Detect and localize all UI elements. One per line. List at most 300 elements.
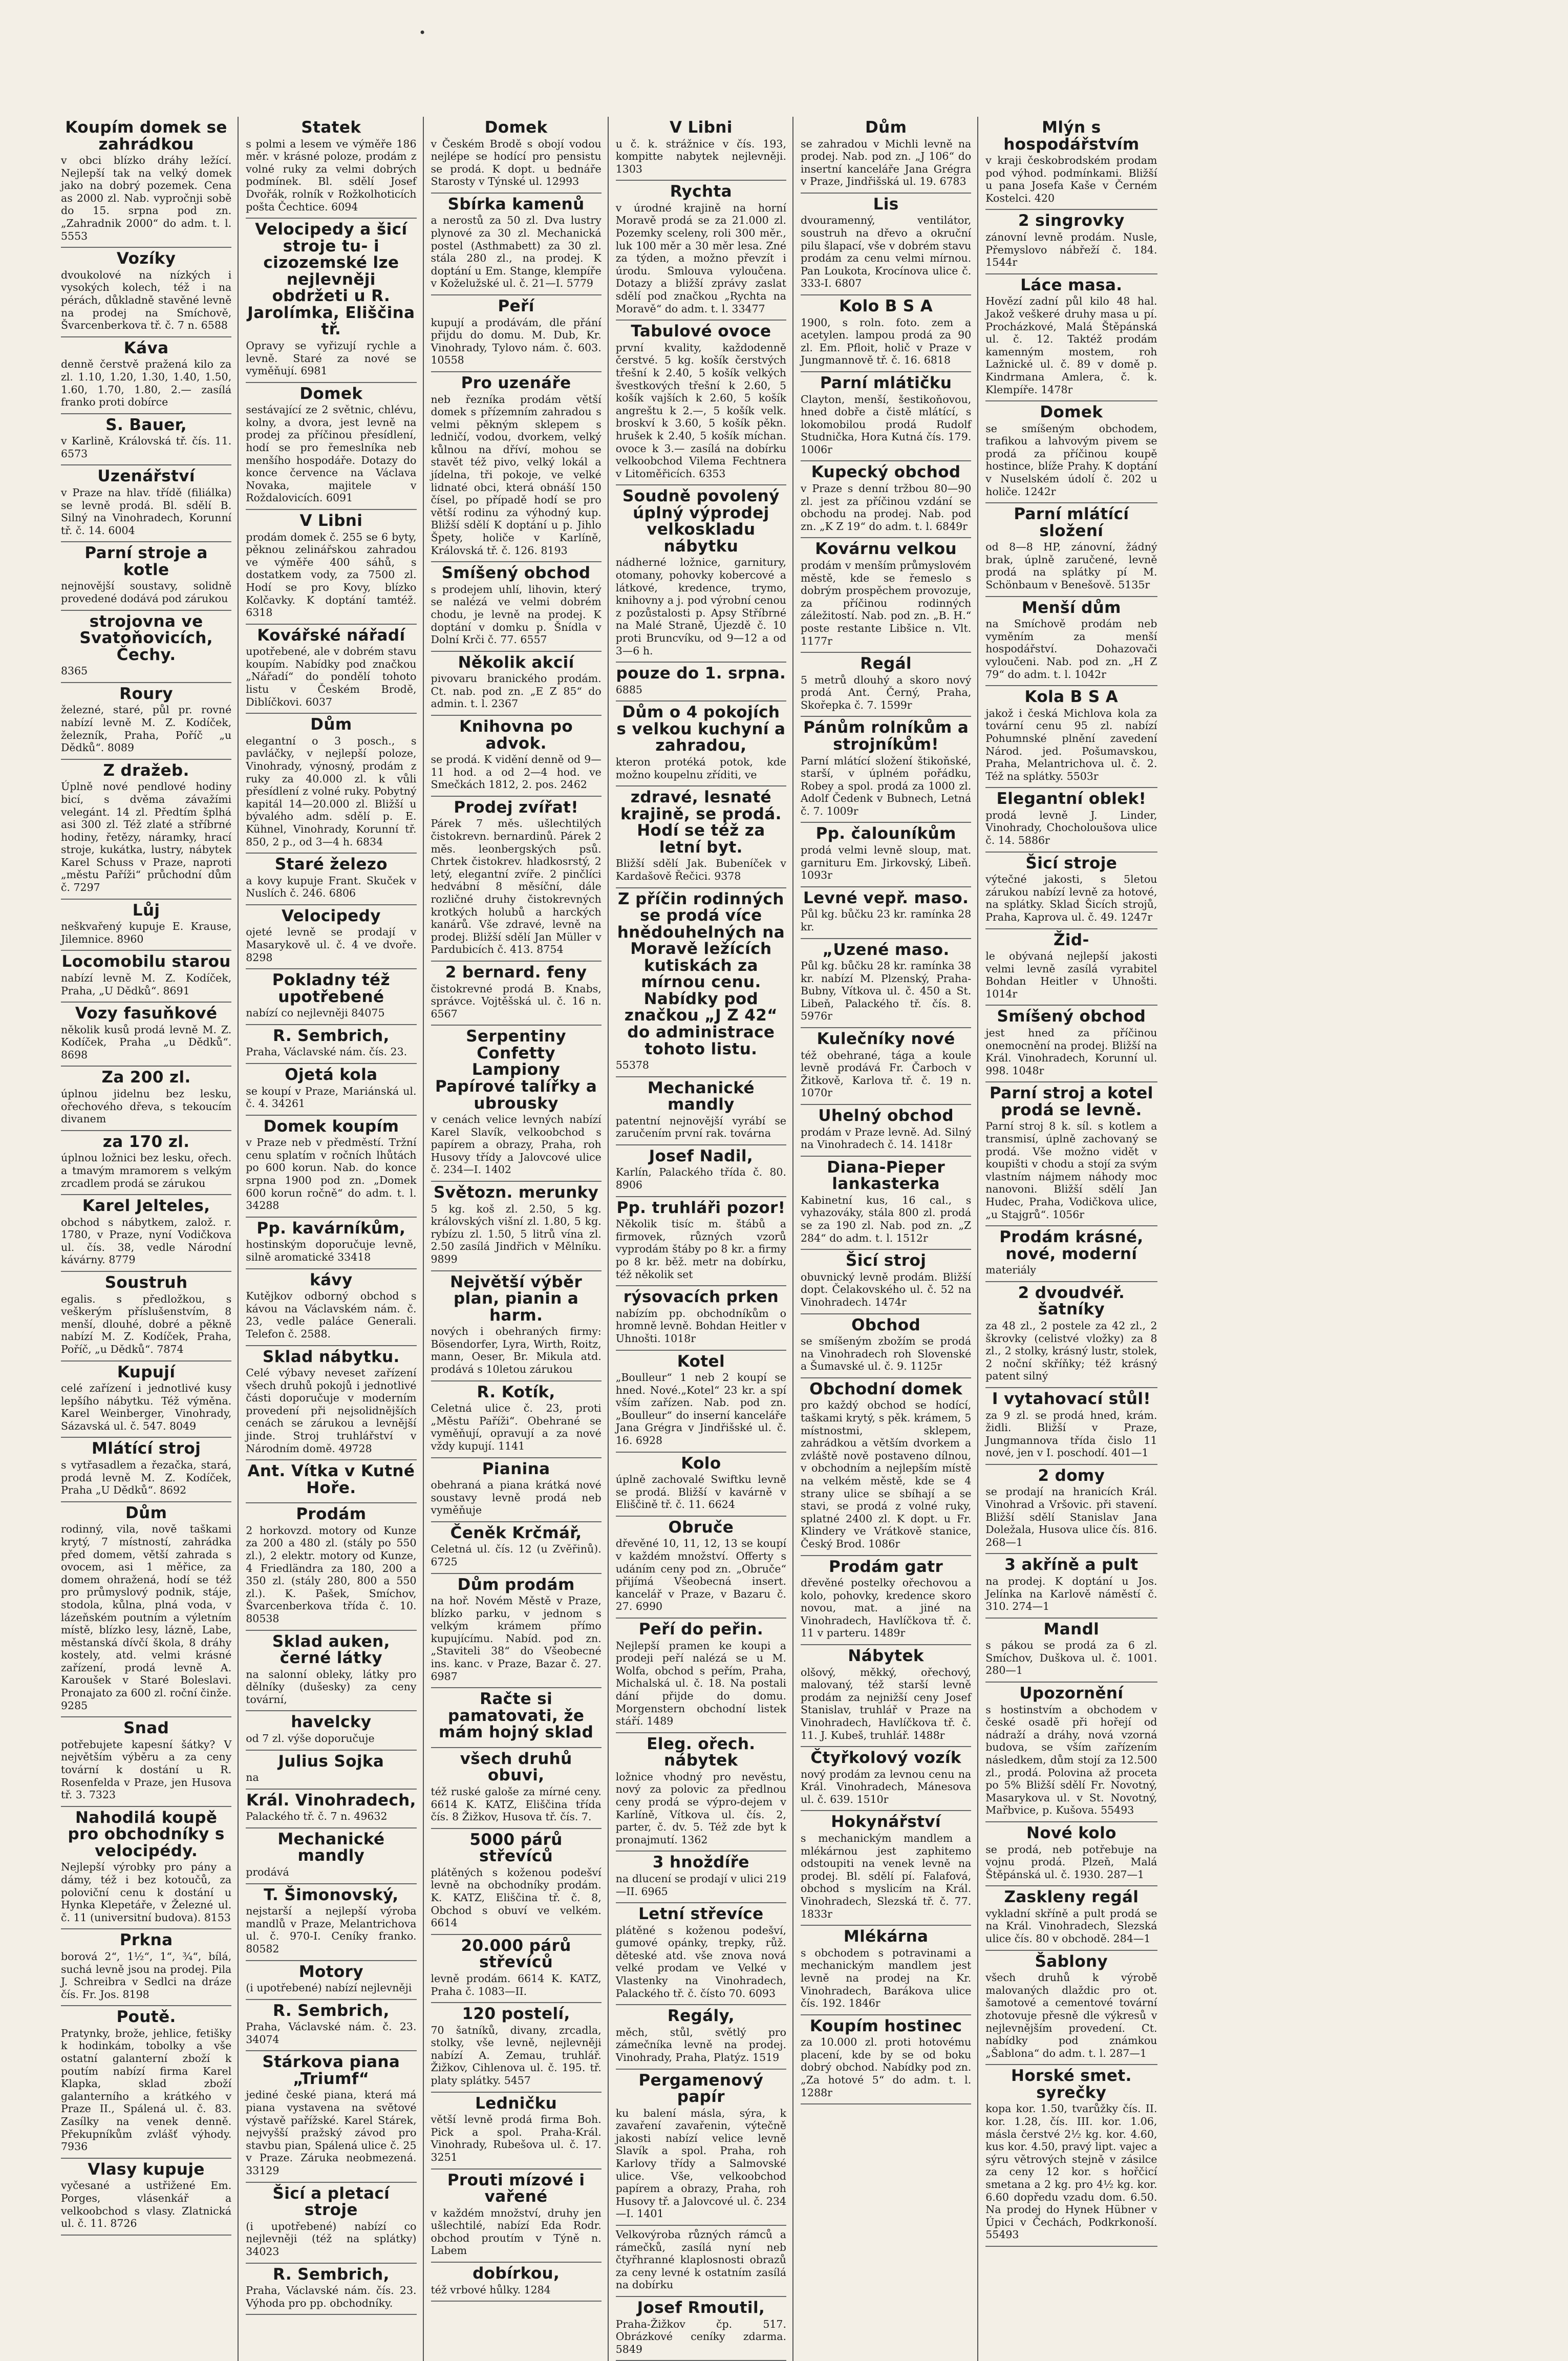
ad-heading: Prouti mízové i vařené <box>447 2171 585 2206</box>
ad-text: Nejlepší výrobky pro pány a dámy, též i bez kotoučů, za poloviční cenu k dostání u Hynka Klepetáře, v Železné ul. č. 11 (universitní budova). 8153 <box>61 1861 232 1924</box>
ad-text: 55378 <box>615 1059 649 1072</box>
ad-heading: Karel Jelteles, <box>82 1197 210 1216</box>
ad-text: obehraná a piana krátká nové soustavy levně prodá neb vyměňuje <box>431 1479 602 1517</box>
ad-heading: Vozy fasuňkové <box>75 1004 218 1023</box>
ad-text: na Smíchově prodám neb vyměním za menší hospodářství. Dohazovači vyloučeni. Nab. pod zn. „H Z 79“ do adm. t. l. 1042r <box>985 618 1157 680</box>
ad-text: Celé výbavy neveset zařízení všech druhů pokojů i jednotlivé části doporučuje v moderním provedení při nejsolidnějších cenách se zárukou a levnější jinde. Stroj truhlářství v Národním domě. 49728 <box>246 1367 417 1455</box>
classified-ad <box>61 900 231 951</box>
classified-ad <box>616 1733 786 1852</box>
ad-text: u č. k. strážnice v čís. 193, kompitte nabytek nejlevněji. 1303 <box>615 137 786 175</box>
ad-text: „Boulleur“ 1 neb 2 koupí se hned. Nové.„Kotel“ 23 kr. a spí vším zařízen. Nab. pod zn. „Boulleur“ do inserní kanceláře Jana Grégra v Jindřišské ul. č. 16. 6928 <box>615 1371 786 1447</box>
classified-ad <box>985 503 1157 597</box>
classified-ad <box>801 1811 971 1926</box>
ad-heading: Regál <box>860 654 912 673</box>
ad-text: le obývaná nejlepší jakosti velmi levně zasílá vyrabitel Bohdan Heitler v Uhnošti. 1014r <box>985 950 1157 1000</box>
classified-ad <box>246 2183 416 2264</box>
ad-heading: Lis <box>873 195 899 214</box>
ad-text: jest hned za příčinou onemocnění na prodej. Bližší na Král. Vinohradech, Korunní ul. 998. 1048r <box>985 1027 1157 1077</box>
classified-ad <box>616 1619 786 1733</box>
ad-text: v úrodné krajině na horní Moravě prodá se za 21.000 zl. Pozemky sceleny, roli 300 měr., luk 100 měr a 30 měr lesa. Zné za týden, a možno převzít i úrodu. Smlouva vyloučena. Dotazy a bližší zprávy zaslat sdělí pod značkou „Rychta na Moravě“ do adm. t. l. 33477 <box>615 201 786 315</box>
ad-text: s prodejem uhlí, lihovin, který se nalézá ve velmi dobrém chodu, je levně na prodej. K doptání v domku p. Šnídla v Dolní Krči č. 77. 6557 <box>431 583 602 646</box>
ad-text: Několik tisíc m. štábů a firmovek, různých vzorů vyprodám štáby po 8 kr. a firmy po 8 kr. běž. metr na dobírku, též několik set <box>615 1218 786 1281</box>
ad-heading: Hokynářství <box>831 1813 941 1832</box>
classified-ad <box>985 1554 1157 1618</box>
ad-text: na <box>246 1771 259 1784</box>
ad-heading: Julius Sojka <box>278 1752 384 1771</box>
ad-heading: Nové kolo <box>1026 1823 1116 1842</box>
ad-heading: 5000 párů střevíců <box>469 1830 563 1866</box>
ad-heading: Josef Nadil, <box>649 1146 754 1165</box>
ad-heading: Locomobilu starou <box>61 952 231 971</box>
ad-heading: strojovna ve Svatoňovicích, Čechy. <box>79 612 213 664</box>
ad-heading: Dům <box>310 715 352 734</box>
classified-ad <box>246 383 416 510</box>
classified-ad <box>431 1182 602 1271</box>
classified-ad <box>246 1064 416 1116</box>
classified-ad <box>801 823 971 887</box>
ad-heading: Prodám <box>296 1505 367 1524</box>
ad-heading: Pp. kavárníkům, <box>256 1219 406 1238</box>
ad-heading: Mechanické mandly <box>647 1078 755 1114</box>
ad-heading: Král. Vinohradech, <box>246 1791 416 1810</box>
classified-ad <box>431 1381 602 1458</box>
ad-text: elegantní o 3 posch., s pavláčky, v nejlepší poloze, Vinohrady, výnosný, prodám z ruky za 40.000 zl. k vůli přesídlení z volné ruky. Pobytný kapitál 14—20.000 zl. Bližší u bývalého adm. sdělí p. E. Kühnel, Vinohrady, Korunní tř. 850, 2 p., od 3—4 h. 6834 <box>246 734 417 848</box>
ad-heading: 3 akříně a pult <box>1004 1556 1139 1575</box>
ad-text: nabízí co nejlevněji 84075 <box>246 1007 385 1019</box>
ad-text: v Praze s denní tržbou 80—90 zl. jest za příčinou vzdání se obchodu na prodej. Nab. pod zn. „K Z 19“ do adm. t. l. 6849r <box>801 482 972 533</box>
ad-text: úplnou ložnici bez lesku, ořech. a tmavým mramorem s velkým zrcadlem prodá se zárukou <box>61 1152 232 1189</box>
ad-text: Parní stroj 8 k. síl. s kotlem a transmisí, úplně zachovaný se prodá. Vše možno vidět v koupišti v chodu a stojí za svým vlastním nájmem náhody moc nanovoni. Bližší sdělí Jan Hudec, Praha, Vodičkova ulice, „u Stajgrů“. 1056r <box>985 1120 1157 1221</box>
ad-heading: Uhelný obchod <box>818 1106 954 1125</box>
classified-ad <box>431 716 602 797</box>
ad-text: 8365 <box>61 665 88 677</box>
ad-text: se smíšeným zbožím se prodá na Vinohradech roh Slovenské a Šumavské ul. č. 9. 1125r <box>801 1335 972 1373</box>
classified-ad <box>431 1574 602 1689</box>
ad-heading: Kola B S A <box>1024 688 1119 707</box>
ad-heading: R. Sembrich, <box>272 1026 390 1045</box>
ad-text: jakož i česká Michlova kola za tovární cenu 95 zl. nabízí Pohumnské plnění zavedení Národ. jed. Pošumavskou, Praha, Melantrichova ul. č. 2. Též na splátky. 5503r <box>985 707 1157 782</box>
classified-ad <box>801 117 971 194</box>
ad-heading: Sbírka kamenů <box>447 195 585 214</box>
classified-ad <box>246 2000 416 2052</box>
ad-heading: Stárkova piana „Triumf“ <box>262 2053 400 2088</box>
ad-heading: Sklad auken, černé látky <box>272 1632 390 1668</box>
ad-text: se prodá. K vidění denně od 9—11 hod. a od 2—4 hod. ve Smečkách 1812, 2. pos. 2462 <box>431 753 602 791</box>
ad-text: Celetná ulice č. 23, proti „Městu Paříži“. Obehrané se vyměňují, opravují a za nové vždy kupují. 1141 <box>431 1402 602 1452</box>
ad-heading: Snad <box>123 1719 169 1738</box>
classified-ad <box>616 701 786 786</box>
ad-heading: Parní mlátící složení <box>1014 505 1129 540</box>
ad-heading: Prodej zvířat! <box>454 798 578 817</box>
ad-heading: Pp. truhláři pozor! <box>616 1198 786 1217</box>
classified-ad <box>246 1751 416 1790</box>
classified-ad <box>985 1683 1157 1822</box>
classified-ad <box>431 562 602 652</box>
classified-ad <box>801 1105 971 1157</box>
ad-text: Úplně nové pendlové hodiny bicí, s dvěma závažími velegánt. 14 zl. Předtím šplhá asi 300 zl. Též zlaté a stříbrné hodiny, řetězy, náramky, hrací stroje, kukátka, lustry, nábytek Karel Schuss v Praze, naproti „městu Paříži“ průchodní dům č. 7297 <box>61 780 232 894</box>
classified-ad <box>985 1465 1157 1555</box>
ad-heading: Prodám gatr <box>829 1557 943 1576</box>
ad-text: Karlín, Palackého třída č. 80. 8906 <box>615 1166 786 1192</box>
ad-heading: Kovárnu velkou <box>815 540 957 559</box>
classified-ad <box>801 295 971 372</box>
classified-ad <box>246 2051 416 2182</box>
ad-text: zánovní levně prodám. Nusle, Přemyslovo nábřeží č. 184. 1544r <box>985 231 1157 269</box>
classified-ad <box>61 951 231 1003</box>
classified-ad <box>61 1362 231 1438</box>
classified-columns <box>59 117 1533 2355</box>
classified-ad <box>985 2065 1157 2247</box>
ad-text: dřevěné 10, 11, 12, 13 se koupí v každém množství. Offerty s udáním ceny pod zn. „Obruče“ přijímá Všeobecná insert. kancelář v Praze, v Bazaru č. 27. 6990 <box>615 1537 786 1613</box>
classified-ad <box>246 1116 416 1218</box>
ad-text: ojeté levně se prodají v Masarykově ul. č. 4 ve dvoře. 8298 <box>246 926 417 964</box>
classified-ad <box>61 465 231 542</box>
ad-heading: za 170 zl. <box>102 1132 190 1151</box>
ad-text: v Praze neb v předměstí. Tržní cenu splatím v ročních lhůtách po 600 korun. Nab. do konce srpna 1900 pod zn. „Domek 600 korun ročně“ do adm. t. l. 34288 <box>246 1136 417 1212</box>
ad-text: Nejlepší pramen ke koupi a prodeji peří nalézá se u M. Wolfa, obchod s peřím, Praha, Michalská ul. č. 18. Na postali dání přijde do domu. Morgenstern obchodní listek stáří. 1489 <box>615 1639 786 1728</box>
ad-heading: Smíšený obchod <box>997 1007 1146 1026</box>
classified-ad <box>616 1517 786 1619</box>
ad-text: v obci blízko dráhy ležící. Nejlepší tak na velký domek jako na dobrý pozemek. Cena as 2000 zl. Nab. vypročnji sobě do 15. srpna pod zn. „Zahradnik 2000“ do adm. t. l. 5553 <box>61 154 232 242</box>
ad-text: na hoř. Novém Městě v Praze, blízko parku, v jednom s velkým krámem přímo kupujícímu. Nabíd. pod zn. „Staviteli 38“ do Všeobecné ins. kanc. v Praze, Bazar č. 27. 6987 <box>431 1594 602 1683</box>
classified-ad <box>246 1631 416 1712</box>
ad-heading: Koupím hostinec <box>809 2016 962 2035</box>
classified-ad <box>61 1717 231 1807</box>
classified-ad <box>985 1619 1157 1683</box>
ad-text: se smíšeným obchodem, trafikou a lahvovým pivem se prodá za příčinou koupě hostince, blíže Prahy. K doptání v Nuselském údolí č. 202 u holiče. 1242r <box>985 422 1157 498</box>
classified-ad <box>246 714 416 854</box>
ad-heading: Kupují <box>117 1363 176 1381</box>
ad-heading: Obchod <box>851 1315 921 1334</box>
ad-heading: zdravé, lesnaté krajině, se prodá. Hodí se též za letní byt. <box>620 788 782 857</box>
ad-heading: Ledničku <box>475 2094 557 2113</box>
classified-ad <box>61 1502 231 1717</box>
classified-ad <box>246 1828 416 1884</box>
ad-heading: Pergamenový papír <box>638 2071 764 2107</box>
ad-heading: Domek <box>484 118 548 137</box>
ad-text: Celetná ul. čís. 12 (u Zvěřinů). 6725 <box>431 1543 602 1568</box>
ad-text: pro každý obchod se hodící, taškami krytý, s pěk. krámem, 5 místnostmi, sklepem, zahrádkou a větším dvorkem a zvláště nově postaveno dílnou, v obchodním a nejlepším místě na velkém městě, kde se 4 strany ulice se sbíhají a se stavi, se prodá z volné ruky, splatné 2400 zl. K dopt. u Fr. Klindery ve Vrátkově stanice, Český Brod. 1086r <box>801 1399 972 1550</box>
classified-ad <box>616 663 786 701</box>
ad-heading: havelcky <box>291 1713 372 1732</box>
ad-heading: kávy <box>310 1270 353 1289</box>
ad-heading: Káva <box>123 338 169 357</box>
ad-text: potřebujete kapesní šátky? V největším výběru a za ceny tovární k dostání u R. Rosenfelda v Praze, jen Husova tř. 3. 7323 <box>61 1738 232 1801</box>
ad-text: ku balení másla, sýra, k zavaření zavařenin, výtečně jakosti nabízí velice levně Slavík a spol. Praha, roh Karlovy třídy a Salmovské ulice. Vše, velkoobchod papírem a obrazy, Praha, roh Husovy tř. a Jalovcové ul. č. 234—I. 1401 <box>615 2107 786 2220</box>
classified-ad <box>985 401 1157 503</box>
classified-ad <box>61 1807 231 1930</box>
classified-ad <box>431 962 602 1026</box>
classified-ad <box>985 1886 1157 1950</box>
ad-text: 5 kg. koš zl. 2.50, 5 kg. královských višní zl. 1.80, 5 kg. rybízu zl. 1.50, 5 litrů vína zl. 2.50 zasílá Jindřich v Mělníku. 9899 <box>431 1202 602 1265</box>
classified-ad <box>985 210 1157 274</box>
ad-heading: Ojetá kola <box>285 1066 378 1084</box>
ad-heading: Regály, <box>667 2007 735 2026</box>
ad-heading: Diana-Pieper lankasterka <box>827 1158 946 1194</box>
ad-heading: dobírkou, <box>472 2264 560 2283</box>
ad-heading: Dům o 4 pokojích s velkou kuchyní a zahradou, <box>616 703 786 755</box>
classified-ad <box>246 2264 416 2315</box>
ad-heading: Lůj <box>132 901 160 920</box>
ad-text: Půl kg. bůčku 23 kr. ramínka 28 kr. <box>801 908 972 933</box>
classified-ad <box>431 295 602 372</box>
classified-ad <box>801 939 971 1029</box>
ad-heading: Elegantní oblek! <box>996 790 1147 809</box>
ad-heading: Levné vepř. maso. <box>803 888 969 907</box>
ad-text: vyčesané a ustřižené Em. Porges, vlásenkář a velkoobchod s vlasy. Zlatnická ul. č. 11. 8726 <box>61 2179 232 2230</box>
classified-ad <box>61 1067 231 1131</box>
ad-text: první kvality, každodenně čerstvé. 5 kg. košík čerstvých třešní k 2.40, 5 košík velkých švestkových třešní k 2.60, 5 košík vajších k 2.60, 5 košík angreštu k 2.—, 5 košík velk. broskví k 3.60, 5 košík pěkn. hrušek k 2.40, 5 košík míchan. ovoce k 3.— zasílá na dobírku velkoobchod Vilema Fechtnera v Litoměřicích. 6353 <box>615 341 786 480</box>
classified-column <box>799 117 978 2361</box>
classified-column <box>429 117 609 2361</box>
ad-heading: T. Šimonovský, <box>264 1885 399 1904</box>
classified-ad <box>985 1822 1157 1886</box>
classified-ad <box>985 597 1157 687</box>
ad-heading: R. Sembrich, <box>272 2001 390 2020</box>
ad-heading: 20.000 párů střevíců <box>461 1936 571 1972</box>
ad-heading: V Libni <box>299 512 363 530</box>
ad-heading: Kolo <box>681 1454 721 1473</box>
ad-heading: Vlasy kupuje <box>88 2160 205 2179</box>
classified-ad <box>61 760 231 900</box>
classified-ad <box>246 1025 416 1064</box>
ad-text: rodinný, vila, nově taškami krytý, 7 místností, zahrádka před domem, větší zahrada s ovocem, asi 1 měřice, za domem ohražená, hodí se též pro průmyslový podnik, stáje, stodola, kůlna, plná voda, v lázeňském poutním a výletním místě, blízko lesy, lázně, Labe, městanská dívčí škola, 8 dráhy kostely, atd. velmi krásné zařízení, prodá levně A. Karoušek v Staré Boleslavi. Pronajato za 600 zl. roční činže. 9285 <box>61 1523 232 1712</box>
ad-text: všech druhů k výrobě malovaných dlaždic pro ot. šamotové a cementové tovární zhotovuje přesně dle výkresů v nejlevnějším provedení. Ct. nabídky pod známkou „Šablona“ do adm. t. l. 287—1 <box>985 1971 1157 2059</box>
classified-ad <box>61 248 231 337</box>
ad-text: nejnovější soustavy, solidně provedené dodává pod zárukou <box>61 580 232 605</box>
ad-text: 70 šatníků, divany, zrcadla, stolky, vše levně, nejlevněji nabízí A. Zemau, truhlář. Žižkov, Cihlenova ul. č. 195. tř. platy splátky. 5457 <box>431 2024 602 2087</box>
ad-heading: Pianina <box>482 1459 550 1478</box>
ad-heading: Vozíky <box>116 249 176 268</box>
ad-text: obuvnický levně prodám. Bližší dopt. Čelakovského ul. č. 52 na Vinohradech. 1474r <box>801 1270 972 1308</box>
page-mark: • <box>419 26 426 40</box>
classified-ad <box>616 2005 786 2069</box>
ad-text: za 48 zl., 2 postele za 42 zl., 2 škrovky (celistvé vložky) za 8 zl., 2 stolky, krásný lustr, stolek, 2 noční skříňky; též krásný patent silný <box>985 1320 1157 1382</box>
classified-ad <box>61 1131 231 1195</box>
ad-text: od 8—8 HP, zánovní, žádný brak, úplně zaručené, levně prodá na splátky pí M. Schönbaum v Benešově. 5135r <box>985 541 1157 591</box>
ad-text: na prodej. K doptání u Jos. Jelínka na Karlově náměstí č. 310. 274—1 <box>985 1575 1157 1613</box>
classified-ad <box>801 194 971 295</box>
classified-ad <box>985 788 1157 852</box>
classified-ad <box>985 117 1157 210</box>
ad-text: s obchodem s potravinami a mechanickým mandlem jest levně na prodej na Kr. Vinohradech, Barákova ulice čís. 192. 1846r <box>801 1946 972 2010</box>
ad-text: Párek 7 měs. ušlechtilých čistokrevn. bernardinů. Párek 2 měs. leonbergských psů. Chrtek čistokrev. hladkosrstý, 2 letý, elegantní zvíře. 2 pinčlíci hedvábní 8 měsíční, dále rozličné druhy čistokrevných krotkých holubů a harckých kanárů. Vše zdravé, levně na prodej. Bližší sdělí Jan Müller v Pardubicích č. 413. 8754 <box>431 817 602 956</box>
ad-heading: Kotel <box>677 1352 725 1371</box>
ad-heading: Kupecký obchod <box>811 463 961 482</box>
classified-ad <box>61 1929 231 2006</box>
classified-ad <box>431 2003 602 2093</box>
ad-heading: Za 200 zl. <box>101 1068 191 1087</box>
ad-heading: pouze do 1. srpna. <box>616 664 786 683</box>
ad-text: v kraji českobrodském prodam pod výhod. podmínkami. Bližší u pana Josefa Kaše v Černém Kostelci. 420 <box>985 154 1157 204</box>
classified-ad <box>616 786 786 888</box>
classified-ad <box>801 1747 971 1811</box>
classified-ad <box>246 854 416 905</box>
ad-heading: Velocipedy <box>281 906 381 925</box>
classified-ad <box>431 2263 602 2302</box>
ad-heading: Sklad nábytku. <box>263 1347 400 1366</box>
ad-text: patentní nejnovější vyrábí se zaručením první rak. továrna <box>615 1114 786 1140</box>
ad-text: Praha, Václavské nám. čís. 23. <box>246 1046 407 1058</box>
classified-ad <box>616 1852 786 1903</box>
classified-ad <box>61 117 231 248</box>
ad-heading: Mandl <box>1043 1620 1100 1639</box>
classified-ad <box>246 510 416 625</box>
classified-ad <box>246 1218 416 1269</box>
classified-ad <box>431 1829 602 1935</box>
classified-ad <box>985 274 1157 401</box>
ad-text: prodává <box>246 1866 289 1878</box>
ad-heading: Obruče <box>668 1518 734 1537</box>
classified-ad <box>246 1790 416 1828</box>
classified-ad <box>801 653 971 717</box>
ad-text: železné, staré, půl pr. rovné nabízí levně M. Z. Kodíček, železník, Praha, Poříč „u Dědků“. 8089 <box>61 704 232 754</box>
ad-heading: Motory <box>298 1962 363 1981</box>
classified-ad <box>616 485 786 663</box>
ad-heading: Upozornění <box>1019 1684 1124 1703</box>
classified-column <box>983 117 1163 2361</box>
ad-heading: 2 singrovky <box>1018 211 1125 230</box>
ad-text: Praha, Václavské nám. č. 23. 34074 <box>246 2020 417 2046</box>
classified-ad <box>801 1926 971 2015</box>
classified-ad <box>616 1286 786 1350</box>
classified-ad <box>246 219 416 383</box>
ad-heading: Poutě. <box>116 2008 176 2027</box>
ad-heading: R. Sembrich, <box>272 2265 390 2284</box>
ad-heading: Soustruh <box>104 1273 188 1292</box>
ad-text: nejstarší a nejlepší výroba mandlů v Praze, Melantrichova ul. č. 970-I. Ceníky franko. 80582 <box>246 1905 417 1955</box>
ad-text: v cenách velice levných nabízí Karel Slavík, velkoobchod s papírem a obrazy, Praha, roh Husovy třídy a Jalovcové ulice č. 234—I. 1402 <box>431 1113 602 1176</box>
ad-heading: Smíšený obchod <box>441 564 591 583</box>
classified-ad <box>616 2297 786 2361</box>
ad-text: Půl kg. bůčku 28 kr. ramínka 38 kr. nabízí M. Plzenský, Praha-Bubny, Vítkova ul. č. 450 a St. Libeň, Palackého tř. čís. 8. 5976r <box>801 960 972 1023</box>
classified-ad <box>616 1351 786 1453</box>
ad-text: (i upotřebené) nabízí nejlevněji <box>246 1982 412 1994</box>
ad-text: obchod s nábytkem, založ. r. 1780, v Praze, nyní Vodičkova ul. čís. 38, vedle Národní kávárny. 8779 <box>61 1216 232 1266</box>
ad-text: hostinským doporučuje levně, silně aromatické 33418 <box>246 1238 417 1263</box>
classified-ad <box>985 1282 1157 1388</box>
ad-text: úplně zachovalé Swiftku levně se prodá. Bližší v kavárně v Eliščině tř. č. 11. 6624 <box>615 1473 786 1511</box>
ad-heading: Největší výběr plan, pianin a harm. <box>450 1272 583 1325</box>
ad-heading: Z příčin rodinných se prodá více hnědouhelných na Moravě ležících kutiskách za mírnou cenu. Nabídky pod značkou „J Z 42“ do administrace tohoto listu. <box>617 889 785 1058</box>
ad-text: za 10.000 zl. proti hotovému placení, kde by se od boku dobrý obchod. Nabídky pod zn. „Za hotové 5“ do adm. t. l. 1288r <box>801 2036 972 2099</box>
ad-heading: Šicí a pletací stroje <box>272 2184 390 2220</box>
classified-ad <box>616 1077 786 1145</box>
ad-heading: Z dražeb. <box>103 761 189 780</box>
ad-text: egalis. s předložkou, s veškerým příslušenstvím, 8 menší, dlouhé, dobré a pěkně nabízí M. Z. Kodíček, Praha, Poříč, „u Dědků“. 7874 <box>61 1292 232 1355</box>
ad-heading: Serpentiny Confetty Lampiony Papírové talířky a ubrousky <box>435 1027 597 1113</box>
classified-ad <box>616 1197 786 1287</box>
classified-column <box>614 117 793 2361</box>
ad-text: dřevěné postelky ořechovou a kolo, pohovky, kredence skoro novou, mat. a jiné na Vinohradech, Havlíčkova tř. č. 11 v parteru. 1489r <box>801 1577 972 1640</box>
ad-heading: Letní střevíce <box>638 1905 764 1924</box>
ad-heading: Světozn. merunky <box>433 1183 599 1202</box>
classified-ad <box>616 1145 786 1197</box>
ad-heading: Mechanické mandly <box>277 1830 385 1865</box>
ad-heading: Domek koupím <box>263 1117 399 1136</box>
ad-heading: Dům prodám <box>457 1575 575 1594</box>
classified-ad <box>246 1460 416 1503</box>
ad-heading: Parní mlátičku <box>820 373 952 392</box>
ad-heading: Čtyřkolový vozík <box>810 1749 961 1768</box>
ad-text: kopa kor. 1.50, tvarůžky čís. II. kor. 1.28, čís. III. kor. 1.06, másla čerstvé 2½ kg. kor. 4.60, kus kor. 4.50, pravý lipt. vajec a sýru větrových stejně v zásilce za ceny 12 kor. s hořčicí smetana a 2 kg. pro 4½ kg. kor. 6.60 dopředu vzadu dom. 6.50. Na prodej do Hynek Hübner v Úpici v Čechách, Podkrkonoší. 55493 <box>985 2102 1157 2241</box>
classified-ad <box>616 2226 786 2297</box>
ad-text: s polmi a lesem ve výměře 186 měr. v krásné poloze, prodám z volné ruky za velmi dobrých podmínek. Bl. sdělí Josef Dvořák, rolník v Rožkolhoticích pošta Čechtice. 6094 <box>246 137 417 213</box>
classified-ad <box>801 372 971 462</box>
classified-ad <box>985 1082 1157 1226</box>
ad-heading: Mlýn s hospodářstvím <box>1003 118 1140 154</box>
classified-ad <box>61 611 231 683</box>
ad-heading: 3 hnoždíře <box>652 1853 749 1872</box>
ad-heading: Kolo B S A <box>839 297 933 316</box>
ad-heading: Šicí stroje <box>1025 854 1118 873</box>
ad-text: měch, stůl, světlý pro zámečníka levně na prodej. Vinohrady, Praha, Platýz. 1519 <box>615 2026 786 2064</box>
classified-ad <box>431 1458 602 1522</box>
classified-ad <box>61 1438 231 1502</box>
classified-ad <box>616 117 786 181</box>
ad-text: několik kusů prodá levně M. Z. Kodíček, Praha „u Dědků“. 8698 <box>61 1023 232 1061</box>
ad-text: též ruské galoše za mírné ceny. 6614 K. KATZ, Eliščina třída čís. 8 Žižkov, Husova tř. čís. 7. <box>431 1785 602 1823</box>
classified-ad <box>801 1556 971 1646</box>
classified-ad <box>431 2093 602 2169</box>
ad-heading: Peří do peřin. <box>638 1620 764 1639</box>
ad-heading: I vytahovací stůl! <box>992 1389 1151 1408</box>
ad-text: vykladní skříně a pult prodá se na Král. Vinohradech, Slezská ulice čís. 80 v obchodě. 284—1 <box>985 1907 1157 1945</box>
ad-text: nových i obehraných firmy: Bösendorfer, Lyra, Wirth, Roitz, mann, Oeser, Br. Mikula atd. prodává s 10letou zárukou <box>431 1325 602 1375</box>
ad-text: s vytřasadlem a řezačka, stará, prodá levně M. Z. Kodíček, Praha „U Dědků“. 8692 <box>61 1459 232 1497</box>
ad-heading: Staré železo <box>274 855 388 874</box>
ad-text: se zahradou v Michli levně na prodej. Nab. pod zn. „J 106“ do insertní kanceláře Jana Grégra v Praze, Jindřišská ul. 19. 6783 <box>801 137 972 188</box>
classified-ad <box>616 321 786 485</box>
ad-text: větší levně prodá firma Boh. Pick a spol. Praha-Král. Vinohrady, Rubešova ul. č. 17. 3251 <box>431 2113 602 2163</box>
ad-text: a nerostů za 50 zl. Dva lustry plynové za 30 zl. Mechanická postel (Asthmabett) za 30 zl. stála 280 zl., na prodej. K doptání u Em. Stange, klempíře v Koželužské ul. č. 21—I. 5779 <box>431 214 602 290</box>
ad-heading: Eleg. ořech. nábytek <box>647 1734 756 1770</box>
ad-text: pivovaru branického prodám. Ct. nab. pod zn. „E Z 85“ do admin. t. l. 2367 <box>431 672 602 710</box>
classified-ad <box>61 337 231 414</box>
ad-text: výtečné jakosti, s 5letou zárukou nabízí levně za hotové, na splátky. Sklad Šicích strojů, Praha, Kaprova ul. č. 49. 1247r <box>985 873 1157 923</box>
classified-ad <box>61 2159 231 2236</box>
ad-heading: Šablony <box>1035 1952 1108 1971</box>
ad-text: prodám domek č. 255 se 6 byty, pěknou zelinářskou zahradou ve výměře 400 sáhů, s dostatkem vody, za 7500 zl. Hodí se pro Kovy, blízko Kolčavky. K doptání tamtéž. 6318 <box>246 530 417 619</box>
ad-text: úplnou jidelnu bez lesku, ořechového dřeva, s tekoucím divanem <box>61 1088 232 1125</box>
ad-text: na salonní obleky, látky pro dělníky (dušesky) za ceny tovární, <box>246 1668 417 1706</box>
ad-heading: rýsovacích prken <box>623 1288 779 1307</box>
ad-heading: Rychta <box>670 182 733 201</box>
ad-text: levně prodám. 6614 K. KATZ, Praha č. 1083—II. <box>431 1972 602 1997</box>
ad-heading: Nábytek <box>848 1647 924 1666</box>
ad-heading: Horské smet. syrečky <box>1011 2067 1132 2102</box>
ad-text: se koupí v Praze, Mariánská ul. č. 4. 34261 <box>246 1084 417 1110</box>
ad-heading: Knihovna po advok. <box>459 717 573 753</box>
ad-heading: 2 domy <box>1038 1466 1105 1485</box>
classified-ad <box>616 2070 786 2226</box>
classified-ad <box>61 542 231 610</box>
ad-text: (i upotřebené) nabízí co nejlevněji (též na splátky) 34023 <box>246 2220 417 2258</box>
ad-text: neb řezníka prodám větší domek s přízemním zahradou s velmi pěkným sklepem s ledničí, vodou, dvorkem, velký kůlnou na dříví, mohou se stavět též pivo, velký lokál a jídelna, tři pokoje, ve velké lidnaté obci, která obnáší 150 čísel, po případě hodí se pro větší rodinu za výhodný kup. Bližší sdělí K doptání u p. Jihlo Špety, holiče v Karlíně, Královská tř. č. 126. 8193 <box>431 393 602 557</box>
classified-ad <box>801 717 971 823</box>
classified-ad <box>801 1250 971 1314</box>
ad-heading: 120 postelí, <box>462 2005 570 2024</box>
ad-heading: Velocipedy a šicí stroje tu- i cizozemské lze nejlevněji obdržeti u R. Jarolímka, Eliščina tř. <box>247 220 415 339</box>
ad-text: a kovy kupuje Frant. Skuček v Nuslích č. 246. 6806 <box>246 874 417 900</box>
classified-ad <box>616 1903 786 2005</box>
ad-text: se prodají na hranicích Král. Vinohrad a Vršovic. při stavení. Bližší sdělí Stanislav Jana Doležala, Husova ulice čís. 816. 268—1 <box>985 1485 1157 1548</box>
classified-ad <box>61 683 231 760</box>
classified-ad <box>246 1711 416 1750</box>
classified-ad <box>246 969 416 1025</box>
ad-text: upotřebené, ale v dobrém stavu koupím. Nabídky pod značkou „Nářadí“ do pondělí tohoto listu v Českém Brodě, Diblíčkovi. 6037 <box>246 645 417 708</box>
ad-text: jediné české piana, která má piana vystavena na světové výstavě pařížské. Karel Stárek, nejvyšší pražský závod pro stavbu pian, Spálená ulice č. 25 v Praze. Záruka neobmezená. 33129 <box>246 2089 417 2177</box>
